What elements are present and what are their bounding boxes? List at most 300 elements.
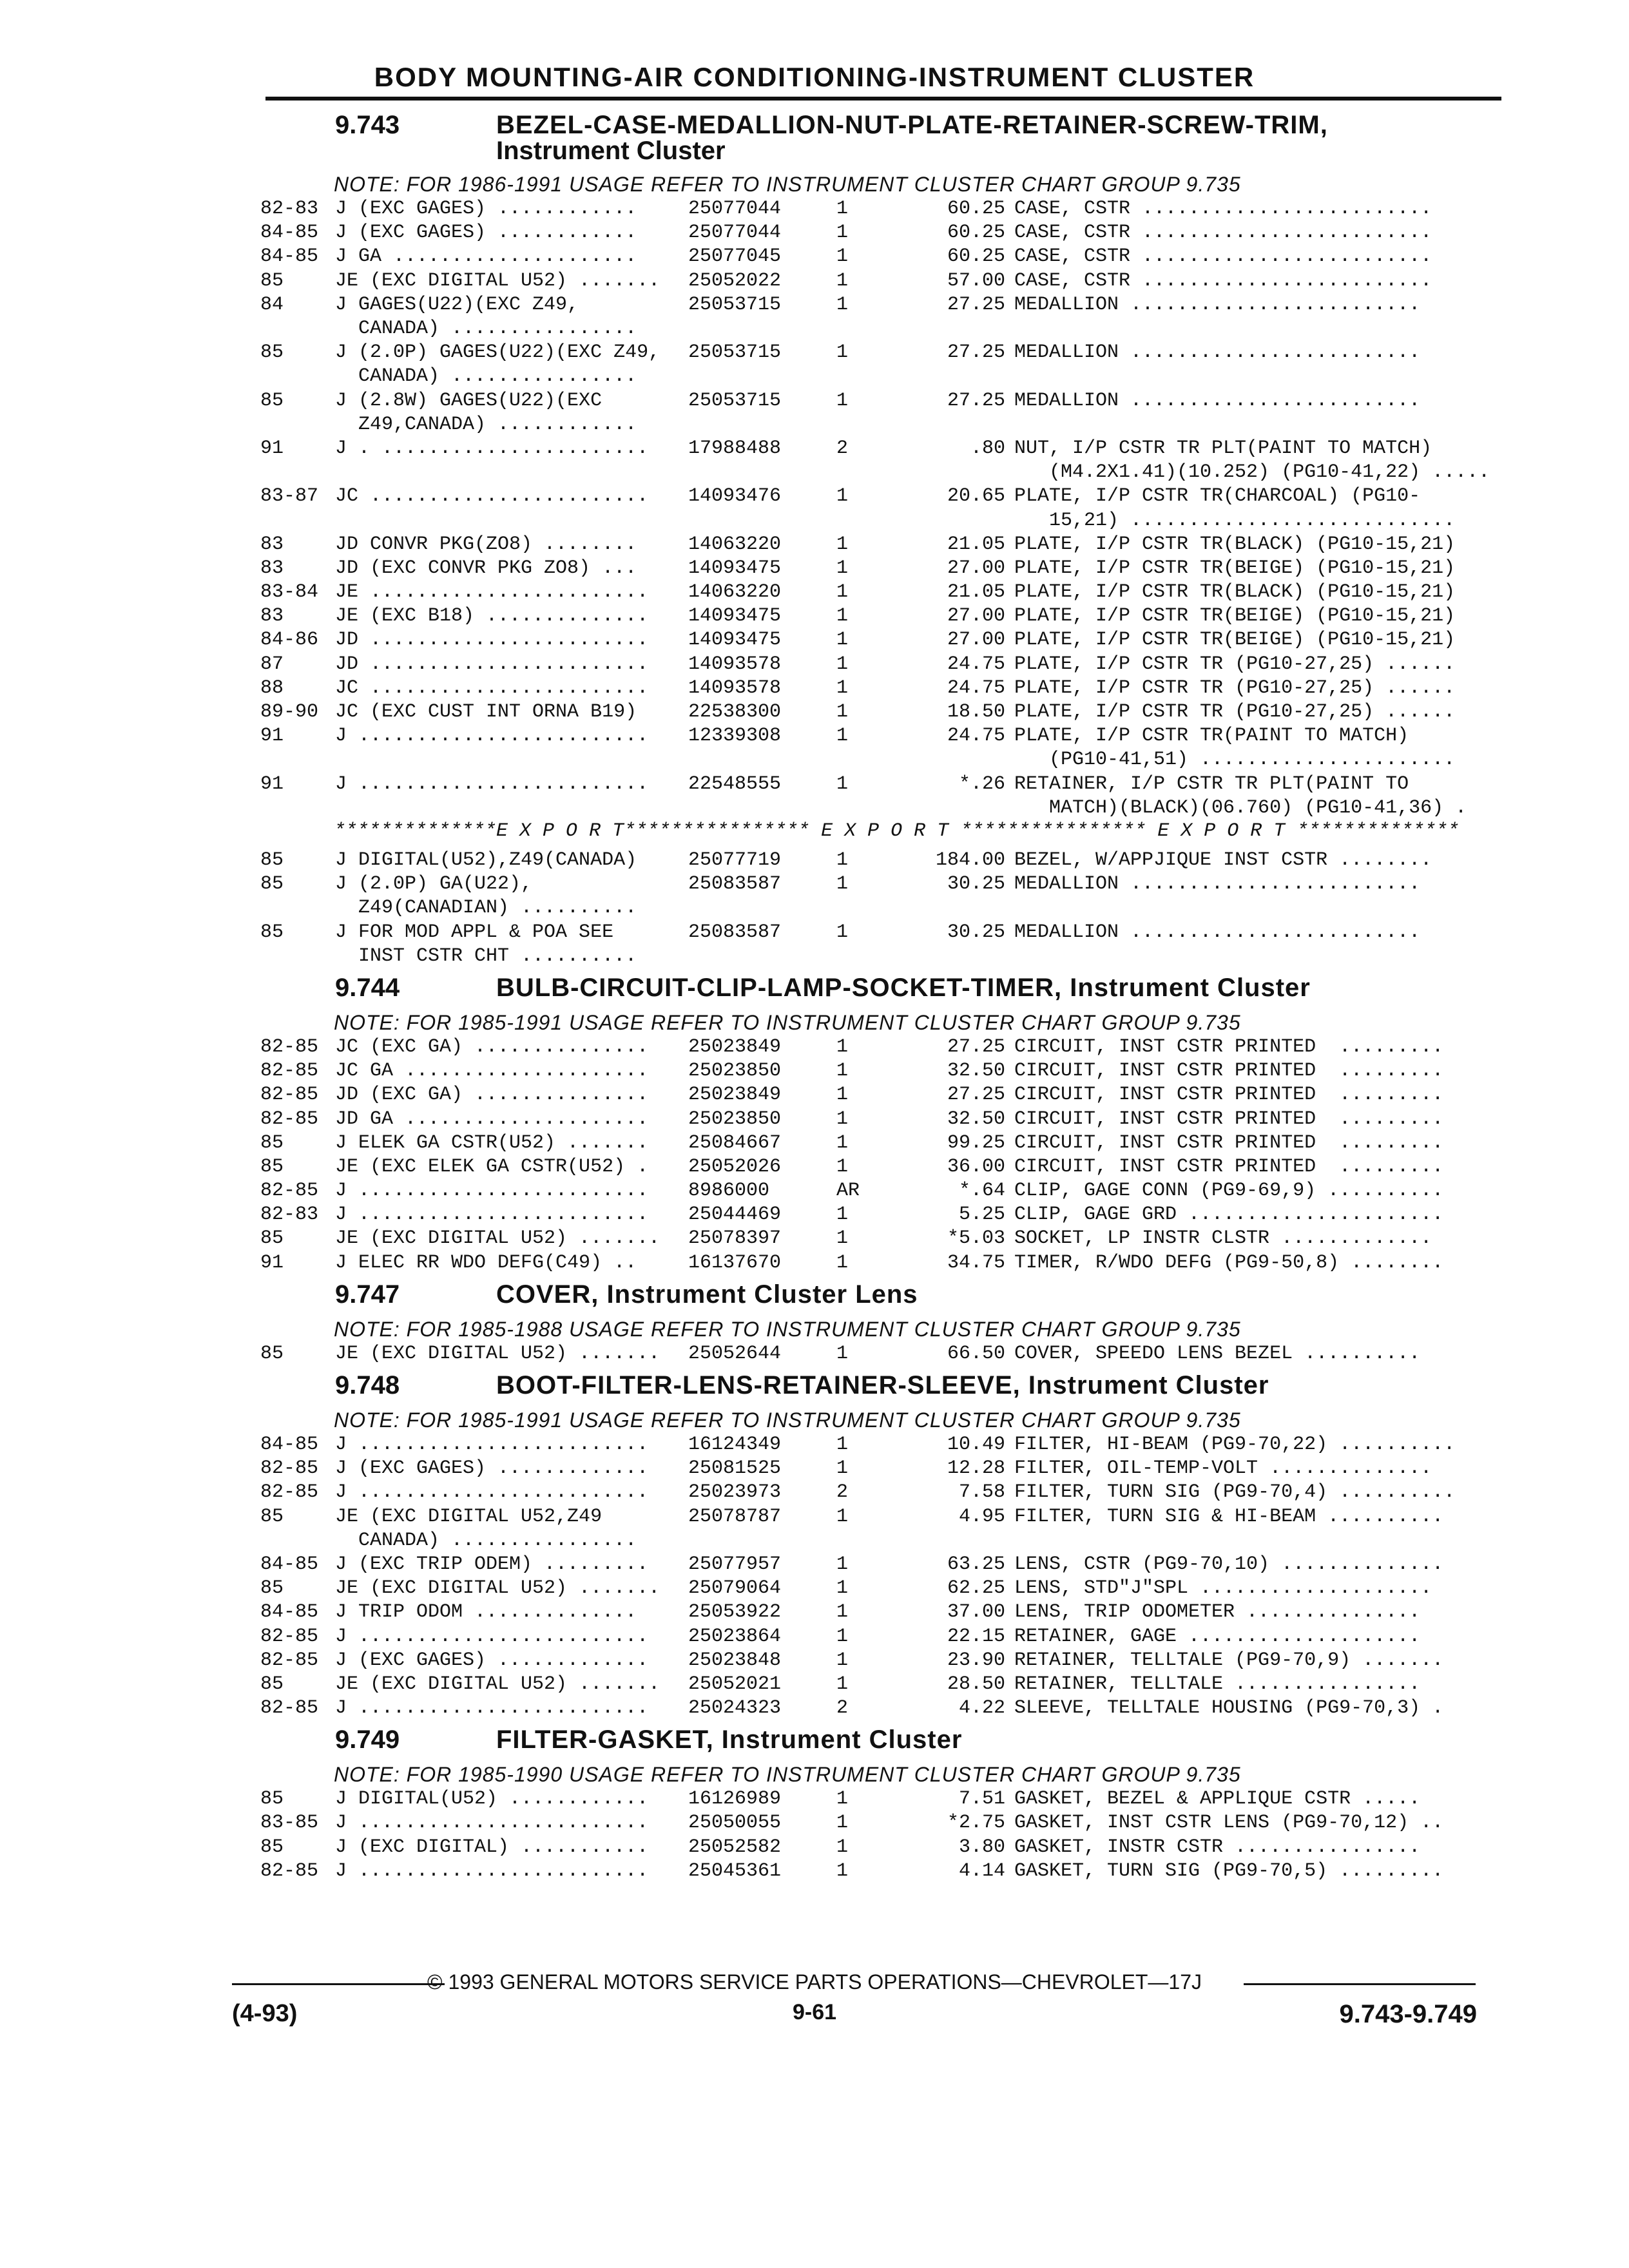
row-year: 85 xyxy=(260,849,284,871)
row-part-number: 25077719 xyxy=(688,849,782,871)
row-application: JD ........................ xyxy=(335,653,649,675)
row-year: 83-84 xyxy=(260,581,319,604)
row-price: 4.14 xyxy=(958,1860,1005,1882)
part-row xyxy=(0,677,1629,700)
row-application: JE ........................ xyxy=(335,581,649,604)
row-application: J (EXC GAGES) ............. xyxy=(335,1649,649,1671)
part-row xyxy=(0,485,1629,532)
row-price: 12.28 xyxy=(947,1457,1005,1480)
row-application: J ELEK GA CSTR(U52) ....... xyxy=(335,1131,649,1154)
row-description: CIRCUIT, INST CSTR PRINTED ......... xyxy=(1014,1131,1444,1154)
part-row xyxy=(0,245,1629,269)
row-part-number: 14063220 xyxy=(688,533,782,555)
row-price: 60.25 xyxy=(947,245,1005,268)
row-part-number: 25044469 xyxy=(688,1204,782,1226)
row-application: J ELEC RR WDO DEFG(C49) .. xyxy=(335,1251,637,1274)
section-title: BULB-CIRCUIT-CLIP-LAMP-SOCKET-TIMER, Instrument Cluster xyxy=(496,973,1311,1002)
row-description: RETAINER, GAGE .................... xyxy=(1014,1625,1421,1648)
row-part-number: 25078787 xyxy=(688,1505,782,1528)
row-quantity: 1 xyxy=(836,1155,849,1178)
catalog-content xyxy=(0,111,1629,1888)
row-part-number: 25053922 xyxy=(688,1601,782,1624)
part-row xyxy=(0,1481,1629,1504)
row-year: 85 xyxy=(260,921,284,943)
row-price: 32.50 xyxy=(947,1060,1005,1082)
row-price: 36.00 xyxy=(947,1155,1005,1178)
row-quantity: 1 xyxy=(836,533,849,555)
row-part-number: 14093578 xyxy=(688,653,782,675)
row-year: 84-85 xyxy=(260,245,319,268)
section-heading xyxy=(0,1725,1629,1763)
row-quantity: 1 xyxy=(836,1553,849,1575)
row-description: GASKET, INST CSTR LENS (PG9-70,12) .. xyxy=(1014,1812,1444,1834)
row-part-number: 25077957 xyxy=(688,1553,782,1575)
row-quantity: 1 xyxy=(836,873,849,896)
row-price: 99.25 xyxy=(947,1131,1005,1154)
row-application: JE (EXC B18) .............. xyxy=(335,605,649,628)
row-part-number: 16126989 xyxy=(688,1788,782,1811)
row-description: RETAINER, TELLTALE (PG9-70,9) ....... xyxy=(1014,1649,1444,1671)
row-application: J (EXC DIGITAL) ........... xyxy=(335,1836,649,1858)
row-quantity: 1 xyxy=(836,1788,849,1811)
row-price: 27.00 xyxy=(947,557,1005,579)
row-part-number: 25023864 xyxy=(688,1625,782,1648)
row-quantity: 1 xyxy=(836,341,849,364)
row-quantity: 1 xyxy=(836,1457,849,1480)
row-application: JC ........................ xyxy=(335,677,649,699)
row-part-number: 17988488 xyxy=(688,437,782,459)
row-quantity: 1 xyxy=(836,293,849,316)
row-application: J ......................... xyxy=(335,1860,649,1882)
part-row xyxy=(0,1649,1629,1673)
row-price: 60.25 xyxy=(947,222,1005,244)
part-row xyxy=(0,581,1629,604)
row-application: JE (EXC DIGITAL U52) ....... xyxy=(335,1673,660,1695)
row-price: 24.75 xyxy=(947,725,1005,747)
row-quantity: 1 xyxy=(836,1649,849,1671)
row-application: J DIGITAL(U52) ............ xyxy=(335,1788,649,1811)
part-row xyxy=(0,437,1629,485)
row-description: TIMER, R/WDO DEFG (PG9-50,8) ........ xyxy=(1014,1251,1444,1274)
section-note: NOTE: FOR 1985-1991 USAGE REFER TO INSTRUMENT CLUSTER CHART GROUP 9.735 xyxy=(334,1408,1241,1432)
row-description: FILTER, HI-BEAM (PG9-70,22) .......... xyxy=(1014,1434,1456,1456)
row-year: 82-85 xyxy=(260,1108,319,1130)
footer-page-number: 9-61 xyxy=(792,2000,837,2024)
row-application: JE (EXC DIGITAL U52) ....... xyxy=(335,1227,660,1250)
row-application: JC (EXC CUST INT ORNA B19) xyxy=(335,701,637,724)
part-row xyxy=(0,197,1629,221)
row-year: 84-85 xyxy=(260,222,319,244)
row-quantity: 1 xyxy=(836,1084,849,1106)
row-price: 184.00 xyxy=(935,849,1005,871)
row-part-number: 25024323 xyxy=(688,1697,782,1720)
section-heading xyxy=(0,974,1629,1011)
row-quantity: 1 xyxy=(836,1035,849,1058)
row-year: 91 xyxy=(260,437,284,459)
row-part-number: 25077044 xyxy=(688,222,782,244)
row-part-number: 14063220 xyxy=(688,581,782,604)
row-price: 3.80 xyxy=(958,1836,1005,1858)
row-year: 82-85 xyxy=(260,1860,319,1882)
row-quantity: 1 xyxy=(836,1860,849,1882)
catalog-section xyxy=(0,1725,1629,1883)
row-price: 20.65 xyxy=(947,485,1005,508)
row-part-number: 25052021 xyxy=(688,1673,782,1695)
row-description: PLATE, I/P CSTR TR (PG10-27,25) ...... xyxy=(1014,653,1456,675)
row-quantity: 1 xyxy=(836,1434,849,1456)
row-application: J (EXC GAGES) ............ xyxy=(335,222,637,244)
row-price: 18.50 xyxy=(947,701,1005,724)
row-price: 27.25 xyxy=(947,1084,1005,1106)
row-price: 60.25 xyxy=(947,198,1005,220)
footer-section-range: 9.743-9.749 xyxy=(1339,2000,1477,2028)
row-application: J (EXC GAGES) ............. xyxy=(335,1457,649,1480)
row-part-number: 25077044 xyxy=(688,198,782,220)
catalog-section xyxy=(0,974,1629,1275)
row-application: JE (EXC DIGITAL U52) ....... xyxy=(335,269,660,292)
catalog-section xyxy=(0,1280,1629,1366)
row-year: 84-85 xyxy=(260,1553,319,1575)
section-title: COVER, Instrument Cluster Lens xyxy=(496,1280,918,1309)
row-application: J (2.0P) GAGES(U22)(EXC Z49, CANADA) ................ xyxy=(335,341,660,388)
row-application: J ......................... xyxy=(335,1180,649,1202)
row-year: 85 xyxy=(260,269,284,292)
row-quantity: 1 xyxy=(836,629,849,651)
row-price: *5.03 xyxy=(947,1227,1005,1250)
part-row xyxy=(0,1179,1629,1203)
row-quantity: 1 xyxy=(836,581,849,604)
row-price: 22.15 xyxy=(947,1625,1005,1648)
section-heading xyxy=(0,111,1629,173)
row-year: 82-85 xyxy=(260,1180,319,1202)
row-price: *.26 xyxy=(958,773,1005,795)
row-year: 85 xyxy=(260,1505,284,1528)
row-year: 84 xyxy=(260,293,284,316)
row-description: CIRCUIT, INST CSTR PRINTED ......... xyxy=(1014,1084,1444,1106)
row-application: J FOR MOD APPL & POA SEE INST CSTR CHT .......... xyxy=(335,921,637,967)
row-application: JD (EXC GA) ............... xyxy=(335,1084,649,1106)
row-quantity: 1 xyxy=(836,1505,849,1528)
row-price: 62.25 xyxy=(947,1577,1005,1600)
row-description: FILTER, TURN SIG (PG9-70,4) .......... xyxy=(1014,1481,1456,1504)
row-description: NUT, I/P CSTR TR PLT(PAINT TO MATCH) (M4.2X1.41)(10.252) (PG10-41,22) ..... xyxy=(1014,437,1490,484)
part-row xyxy=(0,1083,1629,1107)
row-part-number: 25078397 xyxy=(688,1227,782,1250)
row-quantity: 1 xyxy=(836,677,849,699)
row-quantity: 1 xyxy=(836,1836,849,1858)
row-year: 85 xyxy=(260,873,284,896)
part-row xyxy=(0,293,1629,341)
row-price: 27.25 xyxy=(947,1035,1005,1058)
part-row xyxy=(0,724,1629,772)
row-year: 82-85 xyxy=(260,1457,319,1480)
section-title: BEZEL-CASE-MEDALLION-NUT-PLATE-RETAINER-SCREW-TRIM, xyxy=(496,111,1328,139)
row-part-number: 25023850 xyxy=(688,1060,782,1082)
row-price: 27.25 xyxy=(947,293,1005,316)
row-application: JE (EXC ELEK GA CSTR(U52) . xyxy=(335,1155,649,1178)
part-row xyxy=(0,1600,1629,1624)
row-year: 84-86 xyxy=(260,629,319,651)
row-description: CASE, CSTR ......................... xyxy=(1014,222,1432,244)
row-year: 85 xyxy=(260,1577,284,1600)
row-year: 85 xyxy=(260,1836,284,1858)
row-application: J ......................... xyxy=(335,1697,649,1720)
catalog-section xyxy=(0,111,1629,968)
row-price: 34.75 xyxy=(947,1251,1005,1274)
row-part-number: 25023848 xyxy=(688,1649,782,1671)
row-application: J TRIP ODOM .............. xyxy=(335,1601,637,1624)
row-year: 88 xyxy=(260,677,284,699)
row-application: JC ........................ xyxy=(335,485,649,508)
part-row xyxy=(0,269,1629,293)
row-application: J GAGES(U22)(EXC Z49, CANADA) ................ xyxy=(335,293,637,340)
row-application: J ......................... xyxy=(335,1204,649,1226)
row-description: BEZEL, W/APPJIQUE INST CSTR ........ xyxy=(1014,849,1432,871)
row-description: RETAINER, TELLTALE ................ xyxy=(1014,1673,1421,1695)
row-quantity: 1 xyxy=(836,849,849,871)
row-description: PLATE, I/P CSTR TR(CHARCOAL) (PG10- 15,21) ............................ xyxy=(1014,485,1456,532)
section-title: BOOT-FILTER-LENS-RETAINER-SLEEVE, Instrument Cluster xyxy=(496,1371,1269,1400)
section-number: 9.748 xyxy=(335,1371,400,1400)
part-row xyxy=(0,1433,1629,1457)
row-description: PLATE, I/P CSTR TR(BLACK) (PG10-15,21) xyxy=(1014,533,1456,555)
row-application: JE (EXC DIGITAL U52) ....... xyxy=(335,1342,660,1365)
row-description: GASKET, INSTR CSTR ................ xyxy=(1014,1836,1421,1858)
row-application: J ......................... xyxy=(335,1812,649,1834)
footer-copyright: © 1993 GENERAL MOTORS SERVICE PARTS OPERATIONS—CHEVROLET—17J xyxy=(427,1970,1202,1994)
row-application: JD (EXC CONVR PKG ZO8) ... xyxy=(335,557,637,579)
section-number: 9.743 xyxy=(335,111,400,139)
row-year: 85 xyxy=(260,1227,284,1250)
section-number: 9.744 xyxy=(335,973,400,1002)
row-description: SLEEVE, TELLTALE HOUSING (PG9-70,3) . xyxy=(1014,1697,1444,1720)
row-quantity: 1 xyxy=(836,1131,849,1154)
row-part-number: 25053715 xyxy=(688,389,782,412)
row-price: 21.05 xyxy=(947,533,1005,555)
section-heading xyxy=(0,1371,1629,1408)
part-row xyxy=(0,1625,1629,1649)
row-price: 24.75 xyxy=(947,677,1005,699)
row-description: CLIP, GAGE CONN (PG9-69,9) .......... xyxy=(1014,1180,1444,1202)
row-price: 27.25 xyxy=(947,389,1005,412)
row-description: RETAINER, I/P CSTR TR PLT(PAINT TO MATCH)(BLACK)(06.760) (PG10-41,36) . xyxy=(1014,773,1467,819)
row-part-number: 25083587 xyxy=(688,873,782,896)
row-part-number: 25053715 xyxy=(688,341,782,364)
row-description: LENS, CSTR (PG9-70,10) .............. xyxy=(1014,1553,1444,1575)
row-year: 83 xyxy=(260,557,284,579)
row-application: J (2.0P) GA(U22), Z49(CANADIAN) .......... xyxy=(335,873,637,919)
row-application: JD ........................ xyxy=(335,629,649,651)
section-heading xyxy=(0,1280,1629,1318)
row-description: PLATE, I/P CSTR TR(PAINT TO MATCH) (PG10-41,51) ...................... xyxy=(1014,725,1456,771)
part-row xyxy=(0,1203,1629,1227)
part-row xyxy=(0,921,1629,968)
section-note: NOTE: FOR 1985-1990 USAGE REFER TO INSTRUMENT CLUSTER CHART GROUP 9.735 xyxy=(334,1763,1241,1787)
row-quantity: 1 xyxy=(836,605,849,628)
part-row xyxy=(0,700,1629,724)
row-application: JD GA ..................... xyxy=(335,1108,649,1130)
row-part-number: 25053715 xyxy=(688,293,782,316)
row-description: MEDALLION ......................... xyxy=(1014,293,1421,316)
part-row xyxy=(0,1696,1629,1720)
part-row xyxy=(0,1035,1629,1059)
section-note: NOTE: FOR 1986-1991 USAGE REFER TO INSTRUMENT CLUSTER CHART GROUP 9.735 xyxy=(334,173,1241,196)
part-row xyxy=(0,1108,1629,1131)
row-year: 85 xyxy=(260,1155,284,1178)
row-part-number: 25079064 xyxy=(688,1577,782,1600)
row-quantity: 1 xyxy=(836,1577,849,1600)
row-description: SOCKET, LP INSTR CLSTR ............. xyxy=(1014,1227,1432,1250)
row-description: MEDALLION ......................... xyxy=(1014,921,1421,943)
part-row xyxy=(0,773,1629,820)
row-price: 27.00 xyxy=(947,629,1005,651)
part-row xyxy=(0,533,1629,557)
row-part-number: 12339308 xyxy=(688,725,782,747)
row-year: 83 xyxy=(260,533,284,555)
row-part-number: 25081525 xyxy=(688,1457,782,1480)
row-part-number: 25052644 xyxy=(688,1342,782,1365)
row-part-number: 25077045 xyxy=(688,245,782,268)
row-part-number: 14093578 xyxy=(688,677,782,699)
row-price: *2.75 xyxy=(947,1812,1005,1834)
row-price: 37.00 xyxy=(947,1601,1005,1624)
row-description: CIRCUIT, INST CSTR PRINTED ......... xyxy=(1014,1108,1444,1130)
row-part-number: 22538300 xyxy=(688,701,782,724)
part-row xyxy=(0,1553,1629,1577)
row-year: 82-83 xyxy=(260,1204,319,1226)
row-price: 57.00 xyxy=(947,269,1005,292)
row-description: CIRCUIT, INST CSTR PRINTED ......... xyxy=(1014,1155,1444,1178)
row-year: 91 xyxy=(260,773,284,795)
row-description: MEDALLION ......................... xyxy=(1014,389,1421,412)
row-application: J (2.8W) GAGES(U22)(EXC Z49,CANADA) ............ xyxy=(335,389,637,436)
row-year: 82-85 xyxy=(260,1060,319,1082)
row-description: LENS, TRIP ODOMETER ............... xyxy=(1014,1601,1421,1624)
footer-date: (4-93) xyxy=(232,2000,298,2027)
row-price: .80 xyxy=(970,437,1005,459)
row-quantity: 1 xyxy=(836,222,849,244)
part-row xyxy=(0,1836,1629,1860)
row-year: 91 xyxy=(260,725,284,747)
row-description: FILTER, OIL-TEMP-VOLT .............. xyxy=(1014,1457,1432,1480)
row-price: 30.25 xyxy=(947,921,1005,943)
export-divider: **************E X P O R T**************** E X P O R T **************** E X P O R T ************** xyxy=(334,820,1460,842)
row-part-number: 25023850 xyxy=(688,1108,782,1130)
row-price: 32.50 xyxy=(947,1108,1005,1130)
row-part-number: 14093475 xyxy=(688,557,782,579)
row-description: CASE, CSTR ......................... xyxy=(1014,245,1432,268)
row-part-number: 25045361 xyxy=(688,1860,782,1882)
part-row xyxy=(0,1251,1629,1275)
row-price: 24.75 xyxy=(947,653,1005,675)
row-part-number: 25023849 xyxy=(688,1084,782,1106)
row-application: J (EXC TRIP ODEM) ......... xyxy=(335,1553,649,1575)
row-description: CIRCUIT, INST CSTR PRINTED ......... xyxy=(1014,1060,1444,1082)
row-price: 7.58 xyxy=(958,1481,1005,1504)
row-part-number: 25052022 xyxy=(688,269,782,292)
row-description: GASKET, BEZEL & APPLIQUE CSTR ..... xyxy=(1014,1788,1421,1811)
page-header-title: BODY MOUNTING-AIR CONDITIONING-INSTRUMENT CLUSTER xyxy=(374,62,1255,92)
row-quantity: 1 xyxy=(836,1342,849,1365)
row-price: 63.25 xyxy=(947,1553,1005,1575)
row-price: 4.22 xyxy=(958,1697,1005,1720)
row-description: CASE, CSTR ......................... xyxy=(1014,269,1432,292)
row-quantity: 1 xyxy=(836,921,849,943)
row-quantity: 2 xyxy=(836,1481,849,1504)
row-quantity: 1 xyxy=(836,1108,849,1130)
header-rule xyxy=(265,97,1501,101)
part-row xyxy=(0,1131,1629,1155)
row-application: J ......................... xyxy=(335,773,649,795)
row-quantity: 1 xyxy=(836,1251,849,1274)
row-quantity: 2 xyxy=(836,1697,849,1720)
row-part-number: 14093476 xyxy=(688,485,782,508)
row-quantity: 1 xyxy=(836,269,849,292)
row-description: COVER, SPEEDO LENS BEZEL .......... xyxy=(1014,1342,1421,1365)
row-part-number: 16137670 xyxy=(688,1251,782,1274)
row-year: 91 xyxy=(260,1251,284,1274)
row-quantity: 1 xyxy=(836,773,849,795)
section-note: NOTE: FOR 1985-1988 USAGE REFER TO INSTRUMENT CLUSTER CHART GROUP 9.735 xyxy=(334,1317,1241,1341)
row-part-number: 25052582 xyxy=(688,1836,782,1858)
row-price: 10.49 xyxy=(947,1434,1005,1456)
row-quantity: 1 xyxy=(836,557,849,579)
catalog-section xyxy=(0,1371,1629,1720)
row-year: 85 xyxy=(260,1788,284,1811)
part-row xyxy=(0,1860,1629,1883)
section-number: 9.749 xyxy=(335,1725,400,1754)
row-application: J (EXC GAGES) ............ xyxy=(335,198,637,220)
row-quantity: 1 xyxy=(836,1601,849,1624)
row-year: 83-85 xyxy=(260,1812,319,1834)
row-quantity: 2 xyxy=(836,437,849,459)
row-quantity: 1 xyxy=(836,1812,849,1834)
row-description: PLATE, I/P CSTR TR (PG10-27,25) ...... xyxy=(1014,677,1456,699)
row-part-number: 16124349 xyxy=(688,1434,782,1456)
row-quantity: 1 xyxy=(836,245,849,268)
row-description: PLATE, I/P CSTR TR(BEIGE) (PG10-15,21) xyxy=(1014,605,1456,628)
part-row xyxy=(0,604,1629,628)
row-year: 82-85 xyxy=(260,1481,319,1504)
row-application: JC (EXC GA) ............... xyxy=(335,1035,649,1058)
row-part-number: 25050055 xyxy=(688,1812,782,1834)
section-title: FILTER-GASKET, Instrument Cluster xyxy=(496,1725,963,1754)
part-row xyxy=(0,872,1629,920)
row-application: J ......................... xyxy=(335,725,649,747)
row-description: FILTER, TURN SIG & HI-BEAM .......... xyxy=(1014,1505,1444,1528)
part-row xyxy=(0,221,1629,245)
row-price: 28.50 xyxy=(947,1673,1005,1695)
part-row xyxy=(0,1342,1629,1366)
row-quantity: 1 xyxy=(836,389,849,412)
row-price: 27.25 xyxy=(947,341,1005,364)
row-description: PLATE, I/P CSTR TR(BLACK) (PG10-15,21) xyxy=(1014,581,1456,604)
row-part-number: 25083587 xyxy=(688,921,782,943)
row-part-number: 25052026 xyxy=(688,1155,782,1178)
row-description: MEDALLION ......................... xyxy=(1014,341,1421,364)
part-row xyxy=(0,1457,1629,1481)
part-row xyxy=(0,849,1629,872)
row-quantity: 1 xyxy=(836,701,849,724)
row-price: 27.00 xyxy=(947,605,1005,628)
row-year: 83 xyxy=(260,605,284,628)
row-description: LENS, STD"J"SPL .................... xyxy=(1014,1577,1432,1600)
row-part-number: 14093475 xyxy=(688,629,782,651)
row-description: CLIP, GAGE GRD ...................... xyxy=(1014,1204,1444,1226)
row-year: 82-85 xyxy=(260,1035,319,1058)
row-application: JD CONVR PKG(ZO8) ........ xyxy=(335,533,637,555)
part-row xyxy=(0,1673,1629,1696)
